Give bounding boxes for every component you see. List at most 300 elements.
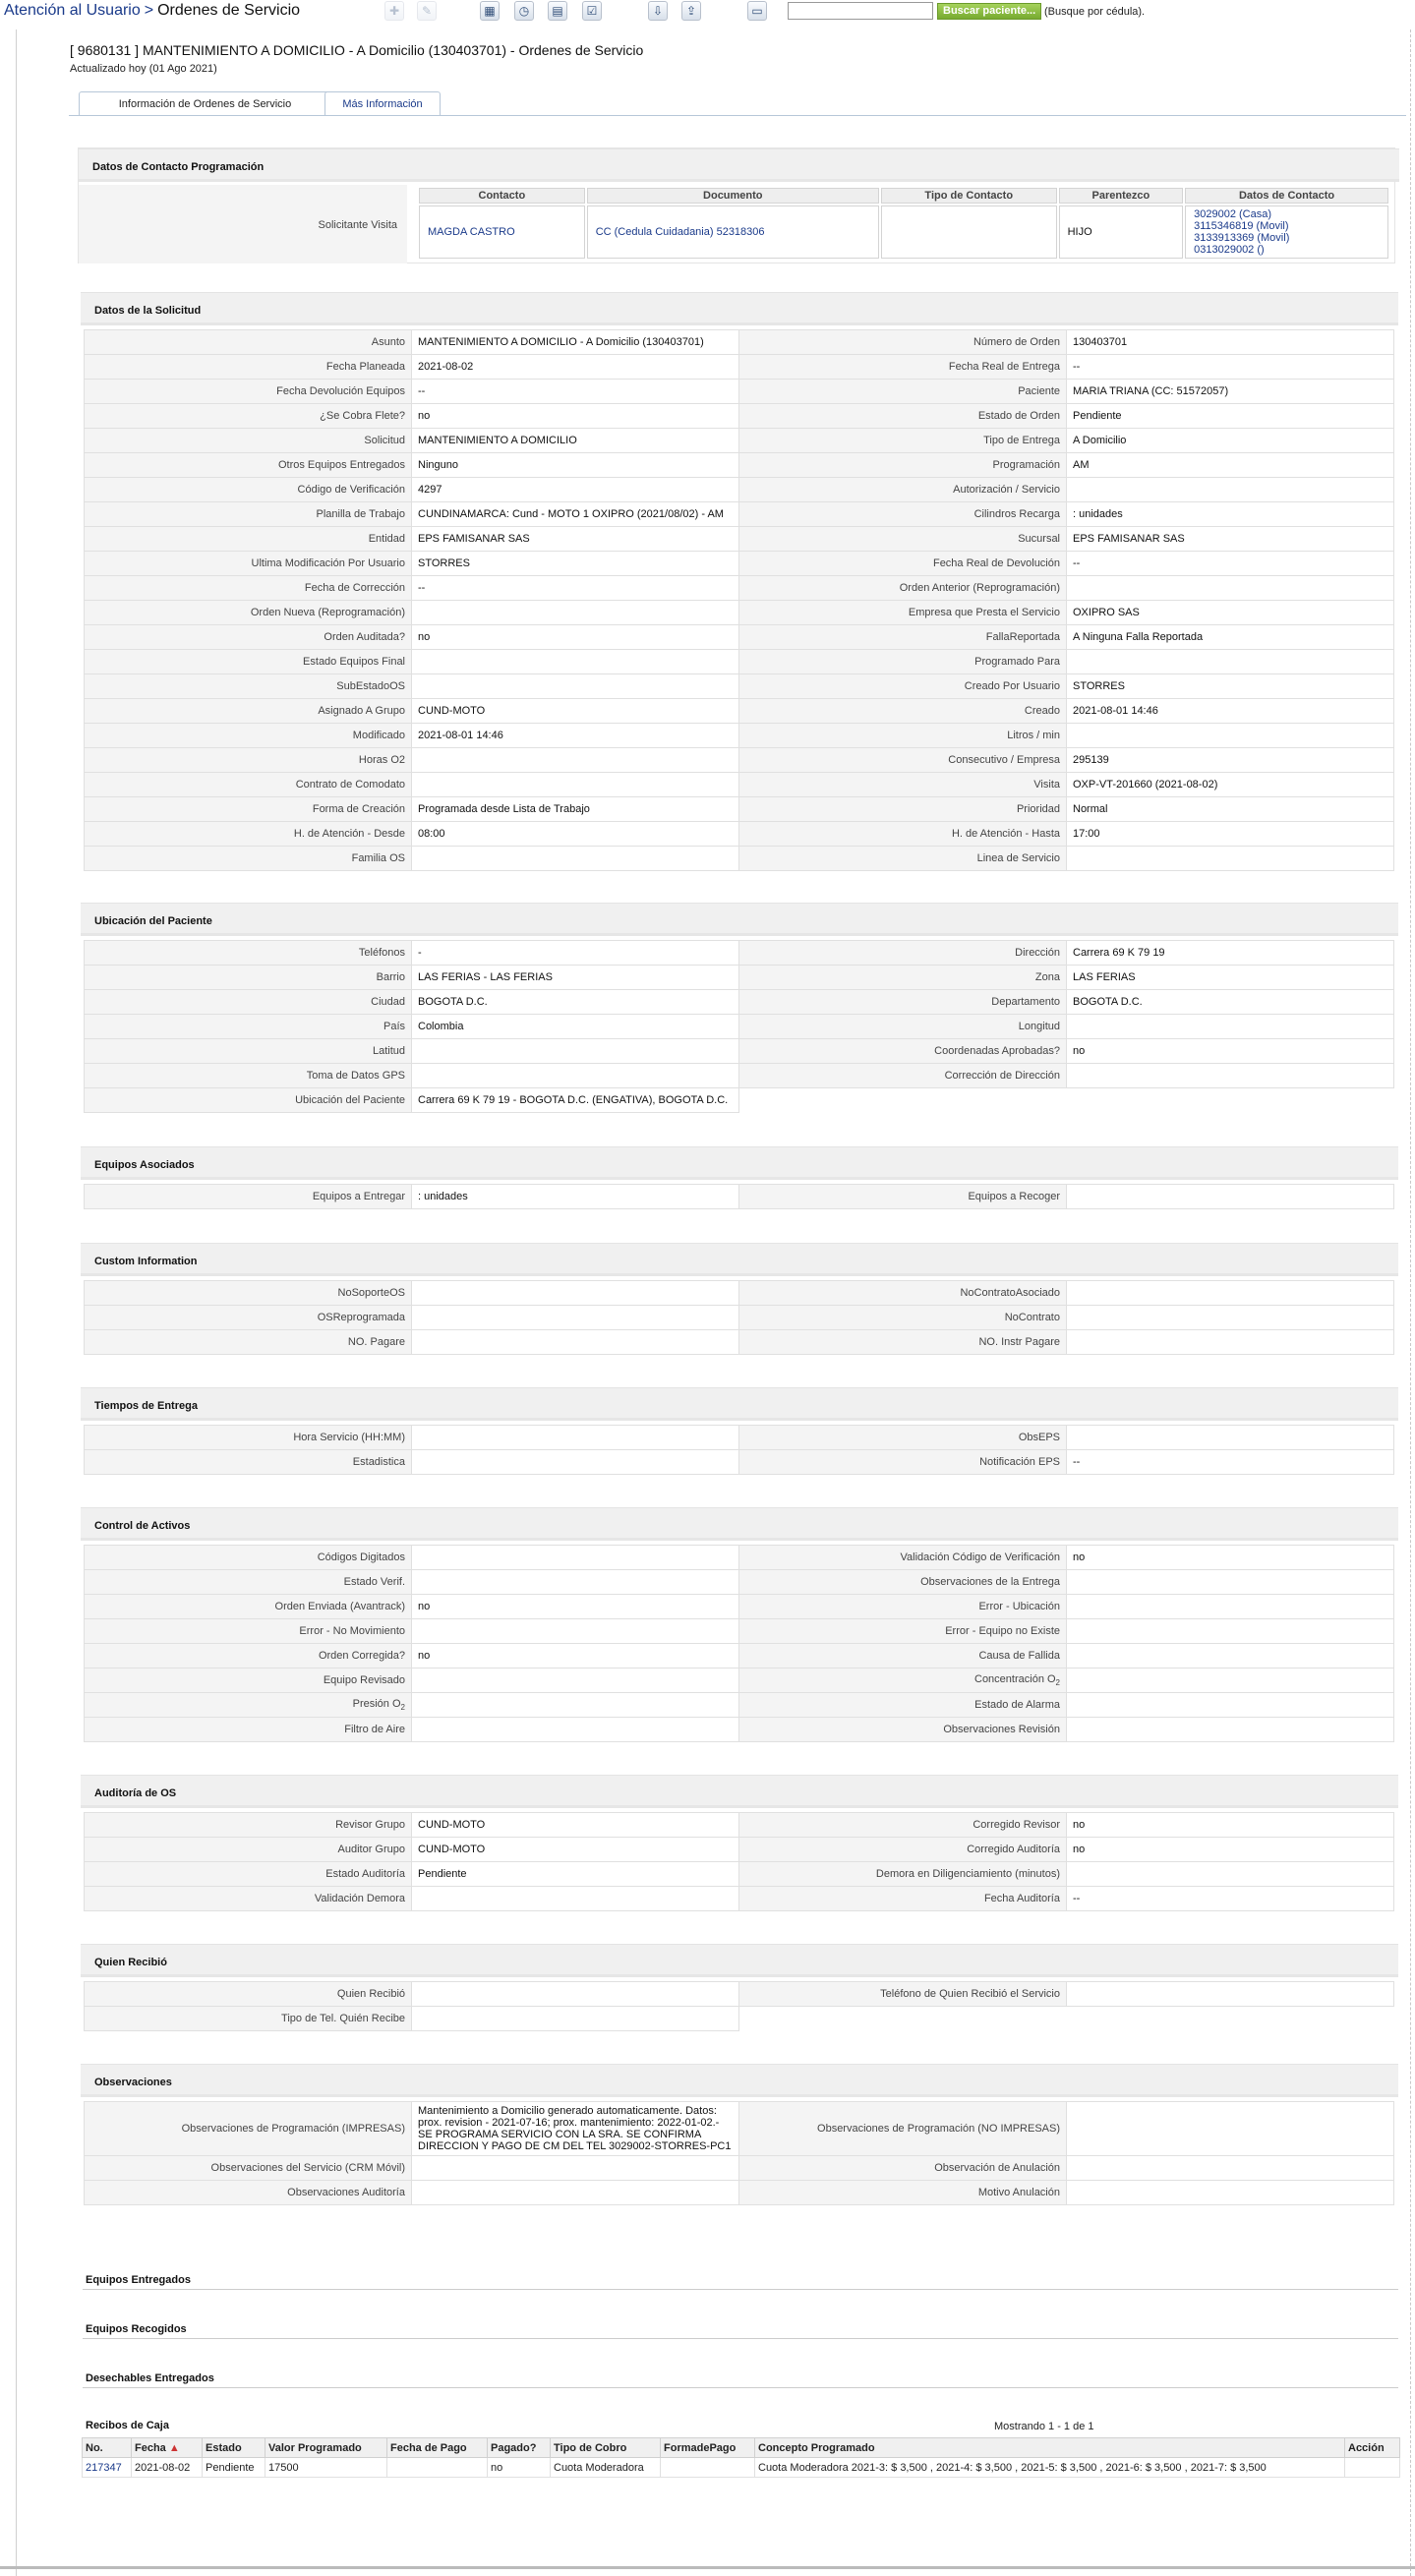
field-label: Estado de Orden xyxy=(739,404,1067,429)
field-value xyxy=(1067,1426,1394,1450)
col-fecha[interactable] xyxy=(132,2438,203,2458)
field-label: Observaciones de Programación (NO IMPRESAS) xyxy=(739,2102,1067,2156)
field-label: H. de Atención - Hasta xyxy=(739,822,1067,847)
field-value: -- xyxy=(412,380,739,404)
field-value xyxy=(412,1064,739,1088)
field-label: Autorización / Servicio xyxy=(739,478,1067,502)
breadcrumb-current: Ordenes de Servicio xyxy=(157,2,301,19)
contact-phone: 3029002 (Casa) xyxy=(1194,208,1272,220)
desechables-title: Desechables Entregados xyxy=(86,2372,214,2384)
field-row xyxy=(85,625,1394,650)
field-label: Equipos a Entregar xyxy=(85,1185,412,1209)
field-label: Zona xyxy=(739,966,1067,990)
equipos-entregados-title: Equipos Entregados xyxy=(86,2274,191,2286)
field-row xyxy=(85,552,1394,576)
field-value: Programada desde Lista de Trabajo xyxy=(412,797,739,822)
col-tipo-cobro[interactable]: Tipo de Cobro xyxy=(551,2438,661,2458)
contacts-header-contacto: Contacto xyxy=(419,188,585,204)
field-row xyxy=(85,797,1394,822)
document-icon[interactable]: ▤ xyxy=(548,1,567,21)
field-value: -- xyxy=(1067,1450,1394,1475)
field-value xyxy=(412,1330,739,1355)
field-value: -- xyxy=(1067,355,1394,380)
field-label: ¿Se Cobra Flete? xyxy=(85,404,412,429)
auditoria-section-title: Auditoría de OS xyxy=(81,1775,1398,1808)
download-icon[interactable]: ⇩ xyxy=(648,1,668,21)
field-label: Entidad xyxy=(85,527,412,552)
contacts-table xyxy=(417,186,1390,261)
tab-mas-informacion[interactable]: Más Información xyxy=(324,91,441,115)
calendar-icon[interactable]: ▦ xyxy=(480,1,500,21)
field-label: Dirección xyxy=(739,941,1067,966)
control-section-title: Control de Activos xyxy=(81,1507,1398,1541)
contact-type xyxy=(881,205,1057,259)
field-row xyxy=(85,2102,1394,2156)
updated-label: Actualizado hoy (01 Ago 2021) xyxy=(70,63,217,75)
equipos-section-title: Equipos Asociados xyxy=(81,1146,1398,1180)
field-label: Número de Orden xyxy=(739,330,1067,355)
field-row xyxy=(85,429,1394,453)
top-bar xyxy=(0,0,1415,24)
divider xyxy=(83,2387,1398,2388)
field-value xyxy=(412,748,739,773)
field-label: Auditor Grupo xyxy=(85,1838,412,1862)
field-label: Causa de Fallida xyxy=(739,1644,1067,1669)
field-row xyxy=(85,2181,1394,2205)
field-value: BOGOTA D.C. xyxy=(412,990,739,1015)
col-forma-pago[interactable]: FormadePago xyxy=(661,2438,755,2458)
field-value xyxy=(1067,1644,1394,1669)
monitor-icon[interactable]: ▭ xyxy=(747,1,767,21)
field-row xyxy=(85,847,1394,871)
field-value: LAS FERIAS xyxy=(1067,966,1394,990)
field-label: Sucursal xyxy=(739,527,1067,552)
equipos-table xyxy=(84,1184,1394,1209)
field-value: CUNDINAMARCA: Cund - MOTO 1 OXIPRO (2021/08/02) - AM xyxy=(412,502,739,527)
field-value xyxy=(412,1570,739,1595)
field-value: 2021-08-01 14:46 xyxy=(1067,699,1394,724)
field-row xyxy=(85,576,1394,601)
field-label: Forma de Creación xyxy=(85,797,412,822)
col-fecha-pago[interactable]: Fecha de Pago xyxy=(387,2438,488,2458)
field-label: Notificación EPS xyxy=(739,1450,1067,1475)
checklist-icon[interactable]: ☑ xyxy=(582,1,602,21)
field-label: Concentración $O_2$ xyxy=(739,1669,1067,1693)
contact-phone: 3133913369 (Movil) xyxy=(1194,232,1290,244)
breadcrumb-root[interactable]: Atención al Usuario xyxy=(4,2,141,19)
field-value xyxy=(1067,1281,1394,1306)
field-value: MARIA TRIANA (CC: 51572057) xyxy=(1067,380,1394,404)
bottom-divider xyxy=(0,2566,1415,2569)
field-label: Código de Verificación xyxy=(85,478,412,502)
field-value: LAS FERIAS - LAS FERIAS xyxy=(412,966,739,990)
field-label: Ciudad xyxy=(85,990,412,1015)
col-fecha-label: Fecha xyxy=(135,2441,166,2454)
col-valor[interactable]: Valor Programado xyxy=(265,2438,387,2458)
field-value xyxy=(412,1619,739,1644)
contact-relationship: HIJO xyxy=(1059,205,1184,259)
field-row xyxy=(85,699,1394,724)
field-value xyxy=(1067,576,1394,601)
field-value xyxy=(1067,2102,1394,2156)
field-row xyxy=(85,773,1394,797)
field-value xyxy=(1067,1693,1394,1718)
field-row xyxy=(85,1064,1394,1088)
field-row xyxy=(85,822,1394,847)
contact-document: CC (Cedula Cuidadania) 52318306 xyxy=(587,205,879,259)
field-row xyxy=(85,502,1394,527)
field-row xyxy=(85,1693,1394,1718)
field-label: Latitud xyxy=(85,1039,412,1064)
field-label: Fecha Devolución Equipos xyxy=(85,380,412,404)
field-label: Solicitud xyxy=(85,429,412,453)
field-label: Visita xyxy=(739,773,1067,797)
field-value: Pendiente xyxy=(1067,404,1394,429)
contact-phone: 3115346819 (Movil) xyxy=(1194,220,1289,232)
field-value xyxy=(1067,1619,1394,1644)
field-row xyxy=(85,1426,1394,1450)
field-value xyxy=(1067,2156,1394,2181)
divider xyxy=(83,2338,1398,2339)
field-label: Programado Para xyxy=(739,650,1067,674)
field-row xyxy=(85,1330,1394,1355)
field-value: MANTENIMIENTO A DOMICILIO - A Domicilio (130403701) xyxy=(412,330,739,355)
edit-icon[interactable]: ✎ xyxy=(417,1,437,21)
field-label: Consecutivo / Empresa xyxy=(739,748,1067,773)
field-label: NO. Pagare xyxy=(85,1330,412,1355)
field-value xyxy=(412,1426,739,1450)
field-label: Validación Demora xyxy=(85,1887,412,1911)
field-label: Presión $O_2$ xyxy=(85,1693,412,1718)
field-value: no xyxy=(1067,1813,1394,1838)
contacts-header-parentezco: Parentezco xyxy=(1059,188,1184,204)
field-label: Teléfonos xyxy=(85,941,412,966)
recibo-fecha-pago xyxy=(387,2458,488,2478)
field-label: Fecha de Corrección xyxy=(85,576,412,601)
divider xyxy=(83,2289,1398,2290)
field-label: Error - Ubicación xyxy=(739,1595,1067,1619)
field-value xyxy=(412,1718,739,1742)
field-label: Estado Equipos Final xyxy=(85,650,412,674)
recibos-table xyxy=(82,2437,1400,2478)
field-label: Familia OS xyxy=(85,847,412,871)
field-value: Normal xyxy=(1067,797,1394,822)
field-label: Fecha Planeada xyxy=(85,355,412,380)
quien-table xyxy=(84,1981,1394,2007)
field-value: -- xyxy=(1067,1887,1394,1911)
field-value xyxy=(412,1039,739,1064)
field-value: no xyxy=(412,404,739,429)
export-icon[interactable]: ⇪ xyxy=(681,1,701,21)
field-label: Estado de Alarma xyxy=(739,1693,1067,1718)
field-row xyxy=(85,1546,1394,1570)
field-row xyxy=(85,2156,1394,2181)
field-label: Tipo de Entrega xyxy=(739,429,1067,453)
field-label: Linea de Servicio xyxy=(739,847,1067,871)
field-label: Estado Auditoría xyxy=(85,1862,412,1887)
page-title: [ 9680131 ] MANTENIMIENTO A DOMICILIO - A Domicilio (130403701) - Ordenes de Servicio xyxy=(70,42,644,58)
field-row xyxy=(85,1185,1394,1209)
field-value: 17:00 xyxy=(1067,822,1394,847)
field-value xyxy=(1067,724,1394,748)
field-label: Códigos Digitados xyxy=(85,1546,412,1570)
observaciones-section-title: Observaciones xyxy=(81,2064,1398,2097)
field-label: NoContrato xyxy=(739,1306,1067,1330)
ubicacion-extra-table xyxy=(84,1087,739,1113)
field-label: Programación xyxy=(739,453,1067,478)
field-row xyxy=(85,748,1394,773)
field-row xyxy=(85,355,1394,380)
field-label: Fecha Real de Entrega xyxy=(739,355,1067,380)
field-value: Pendiente xyxy=(412,1862,739,1887)
col-pagado[interactable]: Pagado? xyxy=(488,2438,551,2458)
field-row xyxy=(85,1887,1394,1911)
add-icon[interactable]: ✚ xyxy=(384,1,404,21)
field-label: Asignado A Grupo xyxy=(85,699,412,724)
field-label: Horas O2 xyxy=(85,748,412,773)
field-label: Motivo Anulación xyxy=(739,2181,1067,2205)
quien-extra-table xyxy=(84,2006,739,2031)
field-row xyxy=(85,941,1394,966)
field-value xyxy=(1067,1862,1394,1887)
field-label: Quien Recibió xyxy=(85,1982,412,2007)
field-row xyxy=(85,601,1394,625)
field-label: Filtro de Aire xyxy=(85,1718,412,1742)
equipos-recogidos-title: Equipos Recogidos xyxy=(86,2323,187,2335)
field-row xyxy=(85,1669,1394,1693)
field-value xyxy=(412,2156,739,2181)
field-row xyxy=(85,674,1394,699)
field-row xyxy=(85,1644,1394,1669)
field-value: -- xyxy=(1067,552,1394,576)
field-value: EPS FAMISANAR SAS xyxy=(1067,527,1394,552)
ubicacion-table xyxy=(84,940,1394,1088)
field-label: Litros / min xyxy=(739,724,1067,748)
contact-section xyxy=(78,147,1395,263)
contact-phone: 0313029002 () xyxy=(1194,244,1265,256)
field-value: A Domicilio xyxy=(1067,429,1394,453)
field-label: Observación de Anulación xyxy=(739,2156,1067,2181)
custom-section-title: Custom Information xyxy=(81,1243,1398,1276)
field-value xyxy=(412,674,739,699)
field-label: Orden Enviada (Avantrack) xyxy=(85,1595,412,1619)
field-row xyxy=(85,453,1394,478)
field-value xyxy=(1067,1185,1394,1209)
field-value: Carrera 69 K 79 19 - BOGOTA D.C. (ENGATIVA), BOGOTA D.C. xyxy=(412,1088,739,1113)
field-label: Ubicación del Paciente xyxy=(85,1088,412,1113)
field-value xyxy=(412,1982,739,2007)
field-row xyxy=(85,1838,1394,1862)
col-concepto[interactable]: Concepto Programado xyxy=(755,2438,1345,2458)
field-label: Orden Anterior (Reprogramación) xyxy=(739,576,1067,601)
field-row xyxy=(85,527,1394,552)
field-label: Estadistica xyxy=(85,1450,412,1475)
field-value: -- xyxy=(412,576,739,601)
field-value xyxy=(1067,478,1394,502)
field-label: FallaReportada xyxy=(739,625,1067,650)
field-value: CUND-MOTO xyxy=(412,699,739,724)
field-value xyxy=(1067,1306,1394,1330)
field-value: no xyxy=(1067,1039,1394,1064)
search-input[interactable] xyxy=(788,2,933,20)
contact-data xyxy=(1185,205,1388,259)
field-label: Cilindros Recarga xyxy=(739,502,1067,527)
breadcrumb-separator: > xyxy=(144,2,154,19)
field-label: Ultima Modificación Por Usuario xyxy=(85,552,412,576)
solicitud-table xyxy=(84,329,1394,871)
recibo-no-link[interactable]: 217347 xyxy=(83,2458,132,2478)
recibo-valor: 17500 xyxy=(265,2458,387,2478)
field-value: AM xyxy=(1067,453,1394,478)
observaciones-table xyxy=(84,2101,1394,2205)
field-label: OSReprogramada xyxy=(85,1306,412,1330)
field-value xyxy=(1067,847,1394,871)
field-label: Fecha Real de Devolución xyxy=(739,552,1067,576)
field-value: MANTENIMIENTO A DOMICILIO xyxy=(412,429,739,453)
field-label: Observaciones de Programación (IMPRESAS) xyxy=(85,2102,412,2156)
field-row xyxy=(85,1015,1394,1039)
recibo-accion[interactable] xyxy=(1345,2458,1400,2478)
field-label: Teléfono de Quien Recibió el Servicio xyxy=(739,1982,1067,2007)
field-label: Modificado xyxy=(85,724,412,748)
field-label: Creado Por Usuario xyxy=(739,674,1067,699)
tiempos-table xyxy=(84,1425,1394,1475)
field-label: Error - Equipo no Existe xyxy=(739,1619,1067,1644)
field-row xyxy=(85,724,1394,748)
field-label: Demora en Diligenciamiento (minutos) xyxy=(739,1862,1067,1887)
recibo-concepto: Cuota Moderadora 2021-3: $ 3,500 , 2021-4: $ 3,500 , 2021-5: $ 3,500 , 2021-6: $ 3,500 , 2021-7: $ 3,500 xyxy=(755,2458,1345,2478)
recibo-pagado: no xyxy=(488,2458,551,2478)
field-label: Tipo de Tel. Quién Recibe xyxy=(85,2007,412,2031)
field-label: Fecha Auditoría xyxy=(739,1887,1067,1911)
field-label: Creado xyxy=(739,699,1067,724)
recibo-estado: Pendiente xyxy=(203,2458,265,2478)
field-label: Observaciones Revisión xyxy=(739,1718,1067,1742)
field-value: CUND-MOTO xyxy=(412,1813,739,1838)
field-value: : unidades xyxy=(1067,502,1394,527)
col-accion: Acción xyxy=(1345,2438,1400,2458)
tiempos-section-title: Tiempos de Entrega xyxy=(81,1387,1398,1421)
field-value xyxy=(1067,1064,1394,1088)
field-label: Planilla de Trabajo xyxy=(85,502,412,527)
field-label: Estado Verif. xyxy=(85,1570,412,1595)
field-value: OXIPRO SAS xyxy=(1067,601,1394,625)
field-row xyxy=(85,1982,1394,2007)
field-row xyxy=(85,650,1394,674)
tab-informacion[interactable]: Información de Ordenes de Servicio xyxy=(79,91,331,115)
field-value: CUND-MOTO xyxy=(412,1838,739,1862)
field-value: no xyxy=(1067,1838,1394,1862)
field-label: Asunto xyxy=(85,330,412,355)
field-label: NoSoporteOS xyxy=(85,1281,412,1306)
field-value: Colombia xyxy=(412,1015,739,1039)
contact-section-title: Datos de Contacto Programación xyxy=(79,148,1399,182)
field-label: Departamento xyxy=(739,990,1067,1015)
field-row xyxy=(85,966,1394,990)
field-row xyxy=(85,1306,1394,1330)
recibos-title: Recibos de Caja xyxy=(86,2420,169,2431)
field-value xyxy=(1067,1718,1394,1742)
field-label: Observaciones Auditoría xyxy=(85,2181,412,2205)
field-value: Mantenimiento a Domicilio generado automaticamente. Datos: prox. revision - 2021-07-16; prox. mantenimiento: 2022-01-02.- SE PROGRAMA SERVICIO CON LA SRA. SE CONFIRMA DIRECCION Y PAGO DE CM DEL TEL 3029002-STORRES-PC1 xyxy=(412,2102,739,2156)
field-value xyxy=(412,1281,739,1306)
field-value: STORRES xyxy=(412,552,739,576)
recibo-forma-pago xyxy=(661,2458,755,2478)
field-value xyxy=(1067,1015,1394,1039)
field-value: no xyxy=(412,1595,739,1619)
contact-name[interactable]: MAGDA CASTRO xyxy=(419,205,585,259)
field-row xyxy=(85,1088,739,1113)
field-row xyxy=(85,1570,1394,1595)
col-estado[interactable]: Estado xyxy=(203,2438,265,2458)
field-label: Paciente xyxy=(739,380,1067,404)
field-value: no xyxy=(412,625,739,650)
recibo-tipo-cobro: Cuota Moderadora xyxy=(551,2458,661,2478)
field-value xyxy=(412,1669,739,1693)
recibos-count: Mostrando 1 - 1 de 1 xyxy=(994,2421,1094,2432)
field-value xyxy=(412,1546,739,1570)
field-label: Revisor Grupo xyxy=(85,1813,412,1838)
custom-table xyxy=(84,1280,1394,1355)
field-label: País xyxy=(85,1015,412,1039)
field-row xyxy=(85,478,1394,502)
field-label: Longitud xyxy=(739,1015,1067,1039)
sort-asc-icon: ▲ xyxy=(168,2441,180,2454)
search-patient-button[interactable]: Buscar paciente... xyxy=(937,3,1041,20)
field-value xyxy=(412,2181,739,2205)
quien-section-title: Quien Recibió xyxy=(81,1944,1398,1977)
field-value xyxy=(412,1450,739,1475)
field-label: Orden Auditada? xyxy=(85,625,412,650)
field-label: Error - No Movimiento xyxy=(85,1619,412,1644)
field-value: no xyxy=(1067,1546,1394,1570)
field-value: OXP-VT-201660 (2021-08-02) xyxy=(1067,773,1394,797)
field-value xyxy=(412,1306,739,1330)
table-row xyxy=(83,2458,1400,2478)
field-label: Toma de Datos GPS xyxy=(85,1064,412,1088)
field-value xyxy=(1067,1982,1394,2007)
search-hint: (Busque por cédula). xyxy=(1044,6,1146,18)
field-row xyxy=(85,330,1394,355)
field-value xyxy=(412,847,739,871)
field-value xyxy=(1067,650,1394,674)
field-value xyxy=(1067,1595,1394,1619)
contact-row-label-cell xyxy=(79,185,407,263)
field-value: 08:00 xyxy=(412,822,739,847)
field-label: ObsEPS xyxy=(739,1426,1067,1450)
field-value xyxy=(412,773,739,797)
field-value: STORRES xyxy=(1067,674,1394,699)
field-value: Ninguno xyxy=(412,453,739,478)
field-label: Observaciones de la Entrega xyxy=(739,1570,1067,1595)
field-row xyxy=(85,1862,1394,1887)
field-value: - xyxy=(412,941,739,966)
solicitud-section-title: Datos de la Solicitud xyxy=(81,292,1398,325)
field-label: Barrio xyxy=(85,966,412,990)
col-no[interactable]: No. xyxy=(83,2438,132,2458)
field-value: 4297 xyxy=(412,478,739,502)
field-value xyxy=(1067,1570,1394,1595)
clock-icon[interactable]: ◷ xyxy=(514,1,534,21)
field-label: Hora Servicio (HH:MM) xyxy=(85,1426,412,1450)
field-value xyxy=(1067,2181,1394,2205)
field-value xyxy=(412,1887,739,1911)
contacts-header-datos: Datos de Contacto xyxy=(1185,188,1388,204)
field-row xyxy=(85,1813,1394,1838)
field-row xyxy=(85,1718,1394,1742)
field-label: Coordenadas Aprobadas? xyxy=(739,1039,1067,1064)
field-row xyxy=(85,1281,1394,1306)
